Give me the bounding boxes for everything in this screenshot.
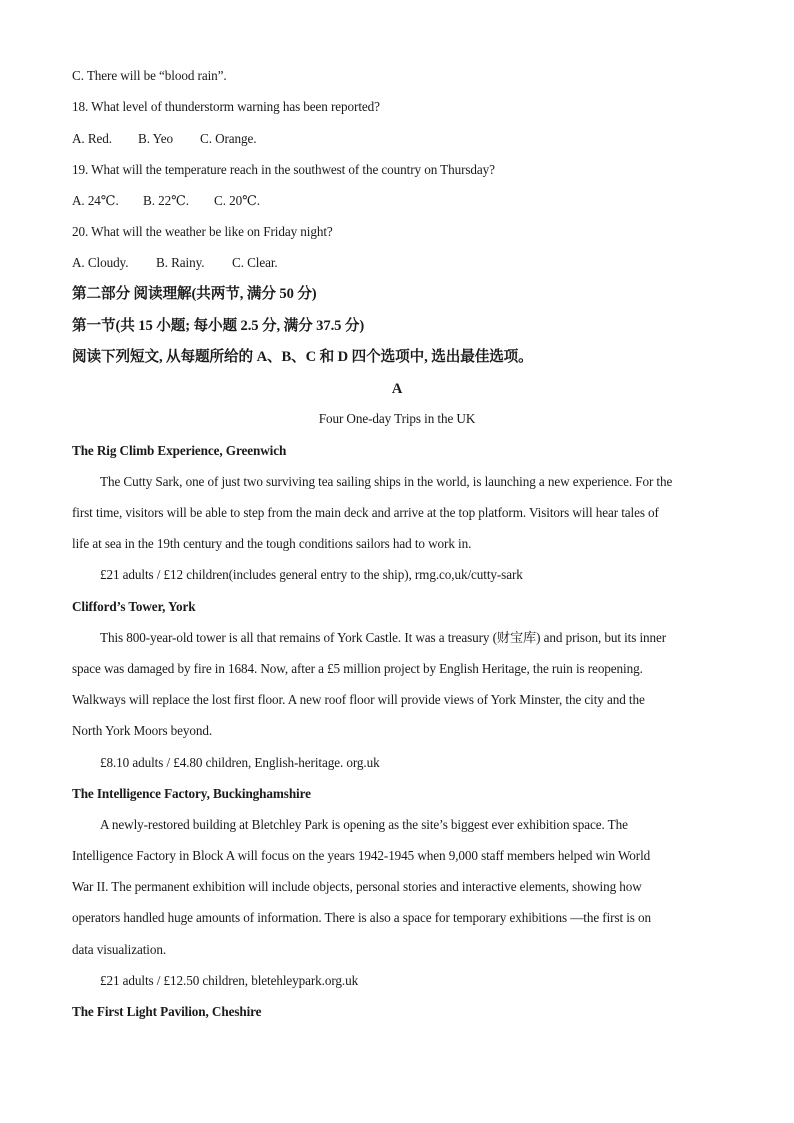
q19-options <box>72 192 260 210</box>
section-heading: The Intelligence Factory, Buckinghamshire <box>72 786 311 801</box>
q20-question: 20. What will the weather be like on Friday night? <box>72 224 333 239</box>
q20-option-a: A. Cloudy. <box>72 255 129 270</box>
paragraph-line: War II. The permanent exhibition will include objects, personal stories and interactive elements, showing how <box>72 879 642 894</box>
paragraph-line: data visualization. <box>72 942 167 957</box>
price-line: £8.10 adults / £4.80 children, English-heritage. org.uk <box>100 755 380 770</box>
q18-option-a: A. Red. <box>72 131 112 146</box>
q19-option-a: A. 24℃. <box>72 193 119 208</box>
paragraph-line: first time, visitors will be able to step from the main deck and arrive at the top platform. Visitors will hear tales of <box>72 505 659 520</box>
paragraph-line: life at sea in the 19th century and the tough conditions sailors had to work in. <box>72 536 472 551</box>
q19-option-c: C. 20℃. <box>214 193 260 208</box>
section-heading: Clifford’s Tower, York <box>72 599 196 614</box>
q18-option-b: B. Yeo <box>138 131 173 146</box>
section-heading: The First Light Pavilion, Cheshire <box>72 1004 262 1019</box>
q18-option-c: C. Orange. <box>200 131 257 146</box>
paragraph-line: Walkways will replace the lost first floor. A new roof floor will provide views of York Minster, the city and the <box>72 692 645 707</box>
paragraph-line: The Cutty Sark, one of just two surviving tea sailing ships in the world, is launching a new experience. For the <box>100 474 673 489</box>
paragraph-line: This 800-year-old tower is all that remains of York Castle. It was a treasury (财宝库) and prison, but its inner <box>100 630 667 645</box>
q18-question: 18. What level of thunderstorm warning has been reported? <box>72 99 380 114</box>
price-line: £21 adults / £12.50 children, bletehleypark.org.uk <box>100 973 359 988</box>
q20-options <box>72 254 278 272</box>
section-heading: The Rig Climb Experience, Greenwich <box>72 443 287 458</box>
paragraph-line: space was damaged by fire in 1684. Now, after a £5 million project by English Heritage, the ruin is reopening. <box>72 661 643 676</box>
paragraph-line: A newly-restored building at Bletchley Park is opening as the site’s biggest ever exhibition space. The <box>100 817 628 832</box>
q19-question: 19. What will the temperature reach in the southwest of the country on Thursday? <box>72 162 495 177</box>
section1-header: 第一节(共 15 小题; 每小题 2.5 分, 满分 37.5 分) <box>72 318 365 334</box>
q20-option-c: C. Clear. <box>232 255 278 270</box>
paragraph-line: Intelligence Factory in Block A will focus on the years 1942-1945 when 9,000 staff members helped win World <box>72 848 651 863</box>
price-line: £21 adults / £12 children(includes general entry to the ship), rmg.co,uk/cutty-sark <box>100 567 523 582</box>
passage-letter: A <box>391 381 403 397</box>
paragraph-line: operators handled huge amounts of information. There is also a space for temporary exhibitions —the first is on <box>72 910 652 925</box>
paragraph-line: North York Moors beyond. <box>72 723 213 738</box>
part2-header: 第二部分 阅读理解(共两节, 满分 50 分) <box>72 286 317 302</box>
instructions: 阅读下列短文, 从每题所给的 A、B、C 和 D 四个选项中, 选出最佳选项。 <box>72 349 533 365</box>
passage-title: Four One-day Trips in the UK <box>318 411 476 426</box>
q18-options <box>72 130 257 148</box>
q17-option-c: C. There will be “blood rain”. <box>72 68 227 83</box>
q19-option-b: B. 22℃. <box>143 193 189 208</box>
q20-option-b: B. Rainy. <box>156 255 205 270</box>
